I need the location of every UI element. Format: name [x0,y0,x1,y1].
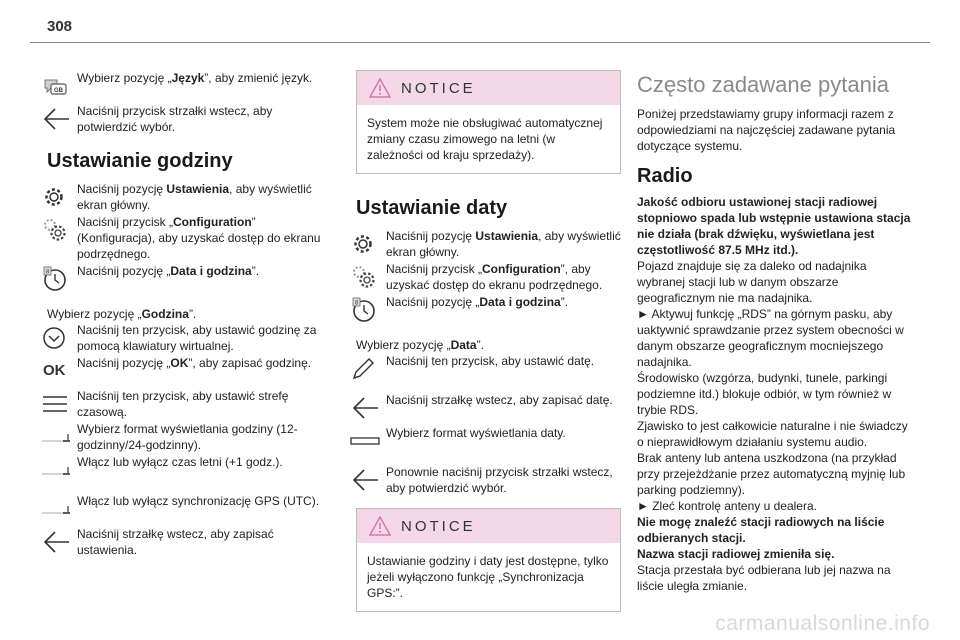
step-gps: Włącz lub wyłącz synchronizację GPS (UTC). [47,493,327,525]
column-faq [637,70,912,594]
gear-icon [350,228,382,260]
svg-text:8: 8 [45,269,50,276]
section-title-time: Ustawianie godziny [47,150,233,172]
toggle-switch-icon [41,493,73,525]
step-configuration: Naciśnij przycisk „Configuration”, aby uzyskać dostęp do ekranu podrzędnego. [356,261,621,293]
back-arrow-icon [350,392,382,424]
page-number: 308 [47,18,73,35]
step-settings: Naciśnij pozycję Ustawienia, aby wyświetlić ekran główny. [47,181,327,213]
chevron-down-circle-icon [41,322,73,354]
toggle-switch-icon [41,421,73,453]
step-language-back: Naciśnij przycisk strzałki wstecz, aby potwierdzić wybór. [47,103,327,135]
faq-answer: Zjawisko to jest całkowicie naturalne i nie świadczy o nieprawidłowym działaniu systemu audio. [637,419,908,449]
notice-title: NOTICE [401,79,476,97]
ok-button-icon: OK [43,362,66,379]
date-format-field-icon [350,425,382,457]
step-press-date: Naciśnij ten przycisk, aby ustawić datę. [356,353,621,385]
step-timezone: Naciśnij ten przycisk, aby ustawić strefę czasową. [47,388,327,420]
list-menu-icon [41,388,73,420]
faq-answer: Środowisko (wzgórza, budynki, tunele, parkingi podziemne itd.) blokuje odbiór, w tym również w trybie RDS. [637,371,892,417]
pencil-edit-icon [350,353,382,385]
clock-icon [41,263,73,295]
column-time-settings [43,70,327,559]
faq-answer: Brak anteny lub antena uszkodzona (na przykład przy przejeżdżanie przez automatyczną myjnię lub parking podziemny). [637,451,906,497]
select-date-text: Wybierz pozycję „Data”. [356,338,484,352]
language-gb-icon [41,70,73,102]
step-format: Wybierz format wyświetlania godziny (12-godzinny/24-godzinny). [47,421,327,453]
faq-question: Nie mogę znaleźć stacji radiowych na liście odbieranych stacji. [637,515,885,545]
step-settings: Naciśnij pozycję Ustawienia, aby wyświetlić ekran główny. [356,228,621,260]
toggle-switch-icon [41,454,73,486]
notice-box [356,70,621,174]
faq-question: Jakość odbioru ustawionej stacji radiowej stopniowo spada lub wstępnie ustawiona stacja nie działa (brak dźwięku, wyświetlana jest częstotliwość 87.5 MHz itd.). [637,195,911,257]
notice-box [356,508,621,612]
column-date-settings [356,70,621,612]
warning-triangle-icon [369,78,391,98]
faq-action: ► Zleć kontrolę anteny u dealera. [637,499,817,513]
warning-triangle-icon [369,516,391,536]
step-back-save: Naciśnij strzałkę wstecz, aby zapisać ustawienia. [47,526,327,558]
step-dst: Włącz lub wyłącz czas letni (+1 godz.). [47,454,327,486]
step-configuration: Naciśnij przycisk „Configuration” (Konfiguracja), aby uzyskać dostęp do ekranu podrzędnego. [47,214,327,262]
watermark: carmanualsonline.info [715,612,930,635]
back-arrow-icon [41,526,73,558]
step-language: GB Wybierz pozycję „Język”, aby zmienić język. [47,70,327,102]
step-date-format: Wybierz format wyświetlania daty. [356,425,621,457]
section-title-radio: Radio [637,165,693,187]
notice-text: Ustawianie godziny i daty jest dostępne, tylko jeżeli wyłączono funkcję „Synchronizacja GPS:”. [367,554,609,600]
configuration-gears-icon [41,214,73,246]
svg-text:8: 8 [354,300,359,307]
faq-action: ► Aktywuj funkcję „RDS” na górnym pasku, aby uaktywnić sprawdzanie przez system obecności w danym obszarze geograficznym mocniejszego nadajnika. [637,307,904,369]
faq-question: Nazwa stacji radiowej zmieniła się. [637,547,835,561]
step-press-time-field: Naciśnij ten przycisk, aby ustawić godzinę za pomocą klawiatury wirtualnej. [47,322,327,354]
faq-intro: Poniżej przedstawiamy grupy informacji razem z odpowiedziami na najczęściej zadawane pytania dotyczące systemu. [637,107,896,153]
step-back-save-date: Naciśnij strzałkę wstecz, aby zapisać datę. [356,392,621,424]
svg-text:GB: GB [54,88,63,94]
back-arrow-icon [41,103,73,135]
step-back-confirm: Ponownie naciśnij przycisk strzałki wstecz, aby potwierdzić wybór. [356,464,621,496]
step-datetime: 8 Naciśnij pozycję „Data i godzina”. [47,263,327,295]
faq-title: Często zadawane pytania [637,72,889,97]
gear-icon [41,181,73,213]
back-arrow-icon [350,464,382,496]
clock-icon [350,294,382,326]
faq-answer: Pojazd znajduje się za daleko od nadajnika wybranej stacji lub w danym obszarze geograficznym nie ma nadajnika. [637,259,867,305]
top-divider [30,42,930,43]
notice-title: NOTICE [401,517,476,535]
step-ok: OK Naciśnij pozycję „OK”, aby zapisać godzinę. [47,355,327,387]
select-time-text: Wybierz pozycję „Godzina”. [47,307,197,321]
faq-answer: Stacja przestała być odbierana lub jej nazwa na liście uległa zmianie. [637,563,891,593]
configuration-gears-icon [350,261,382,293]
section-title-date: Ustawianie daty [356,197,508,219]
step-datetime: 8 Naciśnij pozycję „Data i godzina”. [356,294,621,326]
notice-text: System może nie obsługiwać automatycznej zmiany czasu zimowego na letni (w zależności od kraju sprzedaży). [367,116,603,162]
